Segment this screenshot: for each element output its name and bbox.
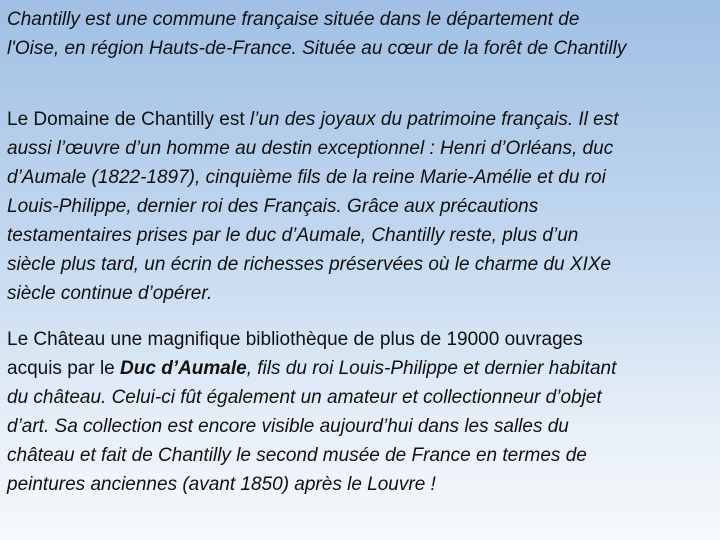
- text-line: [7, 354, 713, 383]
- text-segment: Le Château une magnifique bibliothèque de plus de 19000 ouvrages: [7, 329, 583, 350]
- paragraph-commune-intro: [7, 5, 713, 63]
- text-line: aussi l’œuvre d’un homme au destin exceptionnel : Henri d’Orléans, duc: [7, 138, 614, 159]
- text-line: peintures anciennes (avant 1850) après le Louvre !: [7, 474, 436, 495]
- paragraph-chateau: [7, 325, 713, 499]
- text-line: d’Aumale (1822-1897), cinquième fils de la reine Marie-Amélie et du roi: [7, 167, 606, 188]
- text-segment: , fils du roi Louis-Philippe et dernier habitant: [246, 358, 617, 379]
- text-line: d’art. Sa collection est encore visible aujourd’hui dans les salles du: [7, 416, 569, 437]
- text-segment: Le Domaine de Chantilly est: [7, 109, 250, 130]
- text-line: siècle plus tard, un écrin de richesses préservées où le charme du XIXe: [7, 254, 612, 275]
- text-line: testamentaires prises par le duc d’Aumale, Chantilly reste, plus d’un: [7, 225, 579, 246]
- text-line: château et fait de Chantilly le second musée de France en termes de: [7, 445, 587, 466]
- text-line: Chantilly est une commune française située dans le département de: [7, 9, 580, 30]
- text-line: [7, 105, 713, 134]
- text-line: du château. Celui-ci fût également un amateur et collectionneur d’objet: [7, 387, 602, 408]
- text-line: siècle continue d’opérer.: [7, 283, 213, 304]
- text-line: [7, 325, 713, 354]
- text-line: l'Oise, en région Hauts-de-France. Située au cœur de la forêt de Chantilly: [7, 38, 627, 59]
- text-segment: l’un des joyaux du patrimoine français. Il est: [249, 109, 619, 130]
- paragraph-domaine: [7, 105, 713, 308]
- duc-aumale-emphasis: Duc d’Aumale: [120, 358, 247, 379]
- text-segment: acquis par le: [7, 358, 121, 379]
- text-line: Louis-Philippe, dernier roi des Français. Grâce aux précautions: [7, 196, 539, 217]
